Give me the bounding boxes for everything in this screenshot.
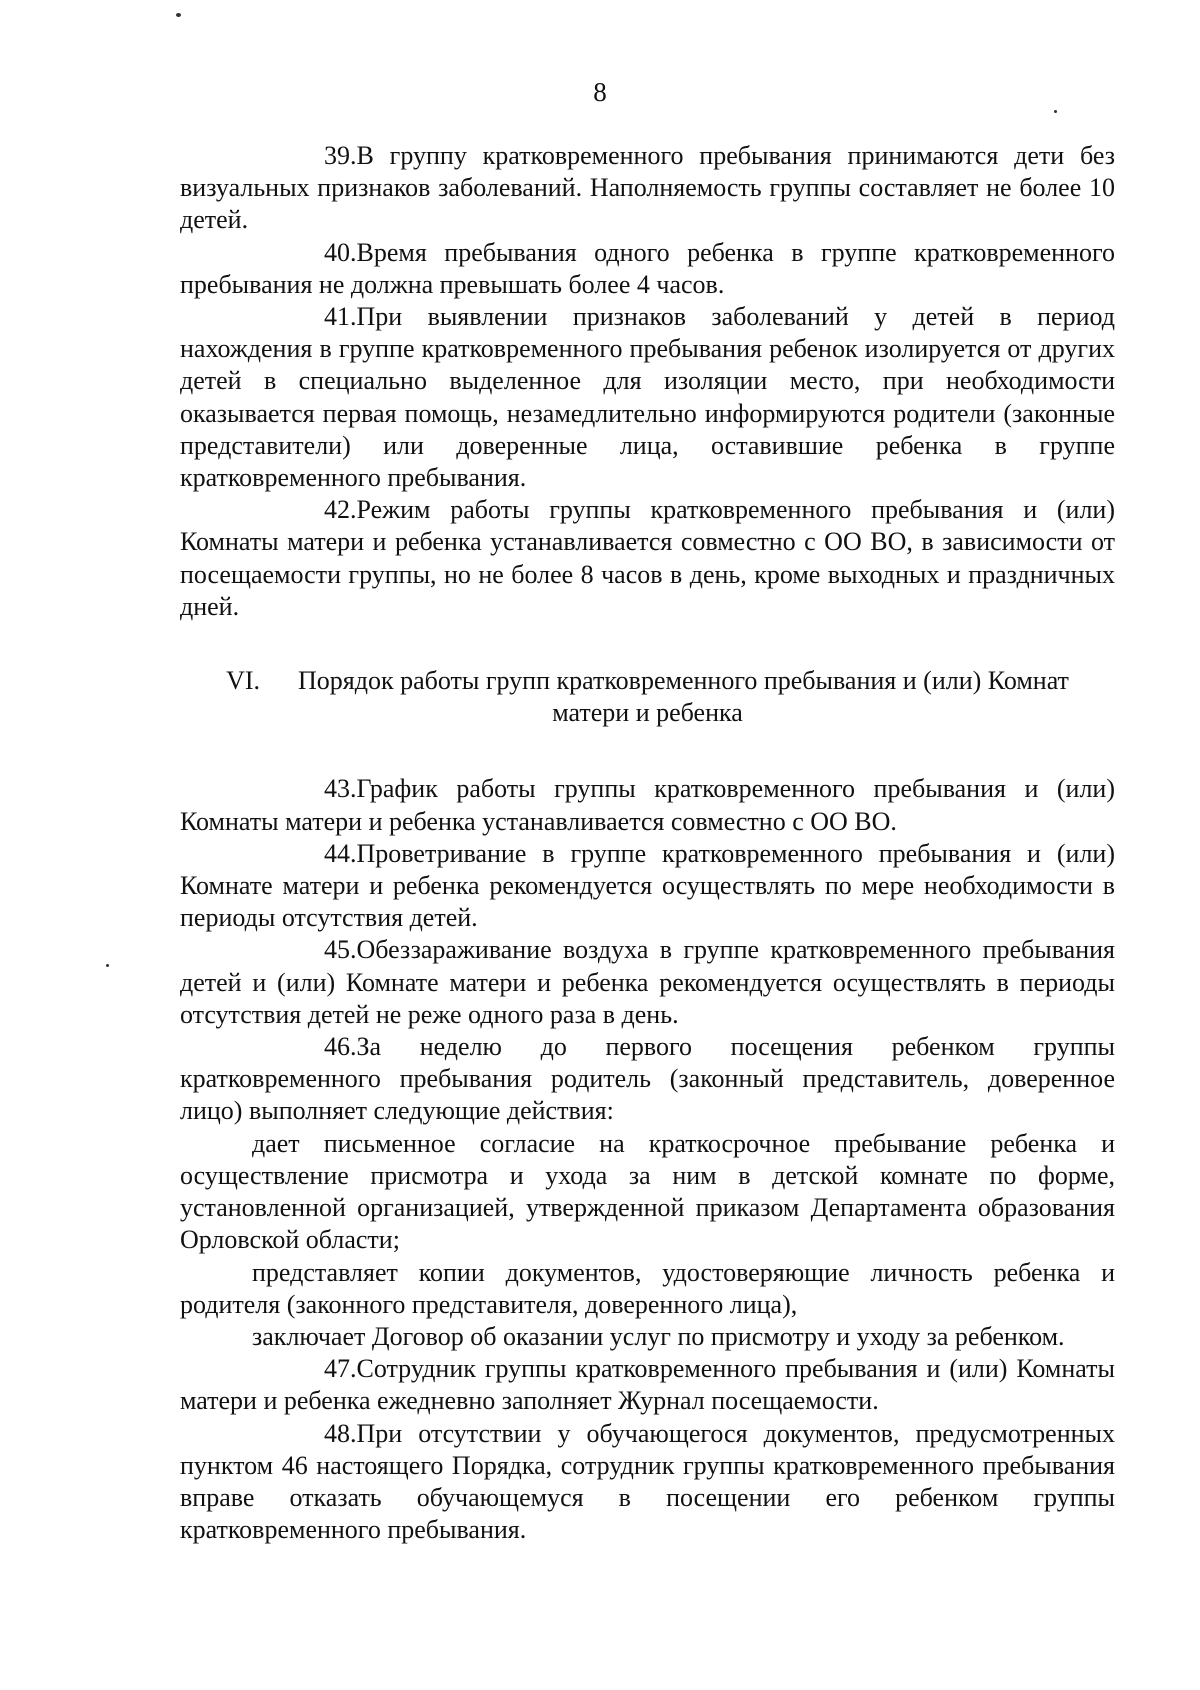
paragraph-45 (180, 934, 1115, 1031)
paragraph-46 (180, 1031, 1115, 1128)
paragraph-text: График работы группы кратковременного пребывания и (или) Комнаты матери и ребенка устанавливается совместно с ОО ВО. (180, 774, 1115, 836)
paragraph-number: 46. (324, 1032, 357, 1062)
paragraphs-before-heading (180, 140, 1115, 623)
scan-speck (106, 964, 109, 967)
paragraphs-after-heading (180, 773, 1115, 1546)
paragraph-number: 44. (324, 838, 357, 868)
paragraph-47 (180, 1353, 1115, 1417)
section-number: VI. (226, 666, 260, 696)
paragraph-43 (180, 773, 1115, 837)
paragraph-text: За неделю до первого посещения ребенком группы кратковременного пребывания родитель (законный представитель, доверенное лицо) выполняет следующие действия: (180, 1032, 1115, 1126)
paragraph-text: Режим работы группы кратковременного пребывания и (или) Комнаты матери и ребенка устанавливается совместно с ОО ВО, в зависимости от посещаемости группы, но не более 8 часов в день, кроме выходных и праздничных дней. (180, 495, 1115, 621)
paragraph-number: 43. (324, 774, 357, 804)
paragraph-text: представляет копии документов, удостоверяющие личность ребенка и родителя (законного представителя, доверенного лица), (180, 1257, 1115, 1319)
page-number: 8 (593, 77, 607, 107)
paragraph-number: 41. (324, 302, 357, 332)
paragraph-39 (180, 140, 1115, 237)
paragraph-number: 39. (324, 141, 357, 170)
sub-item-consent (180, 1128, 1115, 1257)
paragraph-text: заключает Договор об оказании услуг по присмотру и уходу за ребенком. (252, 1321, 1065, 1351)
sub-item-documents (180, 1257, 1115, 1321)
section-heading (180, 665, 1115, 729)
paragraph-42 (180, 494, 1115, 623)
section-heading-line-2: матери и ребенка (552, 698, 743, 728)
paragraph-number: 45. (324, 935, 357, 965)
paragraph-text: При выявлении признаков заболеваний у детей в период нахождения в группе кратковременного пребывания ребенок изолируется от других детей в специально выделенное для изоляции место, при необходимости оказывается первая помощь, незамедлительно информируются родители (законные представители) или доверенные лица, оставившие ребенка в группе кратковременного пребывания. (180, 302, 1115, 493)
paragraph-41 (180, 301, 1115, 494)
paragraph-number: 47. (324, 1354, 357, 1384)
paragraph-48 (180, 1418, 1115, 1547)
paragraph-number: 40. (324, 237, 357, 267)
paragraph-text: В группу кратковременного пребывания принимаются дети без визуальных признаков заболеваний. Наполняемость группы составляет не более 10 детей. (180, 141, 1115, 235)
paragraph-text: При отсутствии у обучающегося документов, предусмотренных пунктом 46 настоящего Порядка, сотрудник группы кратковременного пребывания вправе отказать обучающемуся в посещении его ребенком группы кратковременного пребывания. (180, 1418, 1115, 1545)
paragraph-text: Время пребывания одного ребенка в группе кратковременного пребывания не должна превышать более 4 часов. (180, 237, 1115, 299)
paragraph-text: Сотрудник группы кратковременного пребывания и (или) Комнаты матери и ребенка ежедневно заполняет Журнал посещаемости. (180, 1354, 1115, 1416)
section-heading-line-1 (180, 665, 1115, 697)
paragraph-number: 48. (324, 1418, 357, 1448)
paragraph-number: 42. (324, 495, 357, 525)
paragraph-text: дает письменное согласие на краткосрочное пребывание ребенка и осуществление присмотра и ухода за ним в детской комнате по форме, установленной организацией, утвержденной приказом Департамента образования Орловской области; (180, 1128, 1115, 1255)
paragraph-40 (180, 237, 1115, 301)
paragraph-text: Проветривание в группе кратковременного пребывания и (или) Комнате матери и ребенка рекомендуется осуществлять по мере необходимости в периоды отсутствия детей. (180, 838, 1115, 933)
paragraph-text: Обеззараживание воздуха в группе кратковременного пребывания детей и (или) Комнате матери и ребенка рекомендуется осуществлять в периоды отсутствия детей не реже одного раза в день. (180, 935, 1115, 1029)
sub-item-contract (180, 1321, 1115, 1353)
paragraph-44 (180, 838, 1115, 935)
section-title: Порядок работы групп кратковременного пребывания и (или) Комнат (298, 666, 1069, 696)
document-body (180, 140, 1115, 1546)
scan-speck (1054, 110, 1057, 113)
scan-speck (176, 13, 181, 17)
